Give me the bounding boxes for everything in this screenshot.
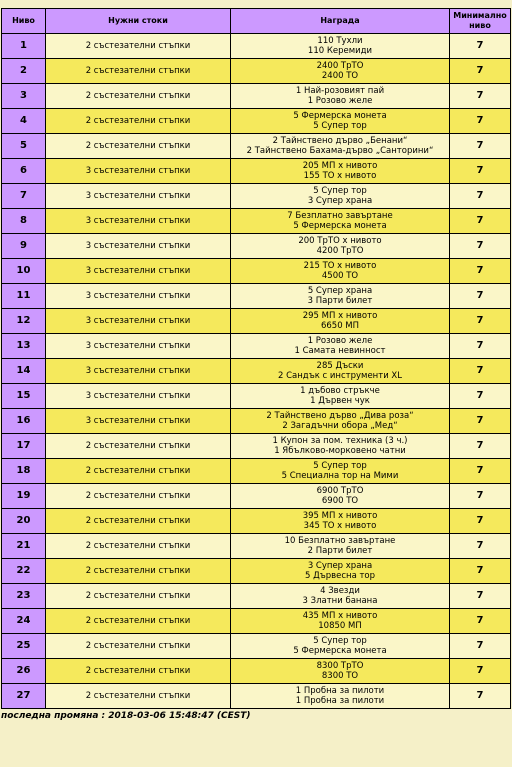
needed-goods-cell: 3 състезателни стъпки [45,358,230,383]
min-level-cell: 7 [449,158,511,183]
needed-goods-cell: 3 състезателни стъпки [45,233,230,258]
reward-line: 1 Най-розовият пай [295,86,385,96]
reward-line: 1 дъбово стръкче [300,386,380,396]
reward-line: 2400 ТО [321,71,359,81]
min-level-cell: 7 [449,233,511,258]
min-level-cell: 7 [449,608,511,633]
reward-line: 1 Пробна за пилоти [295,686,385,696]
reward-line: 215 ТО х нивото [303,261,377,271]
reward-line: 5 Супер тор [313,636,367,646]
reward-line: 4 Звезди [320,586,360,596]
table-row [1,508,511,533]
reward-line: 6650 МП [320,321,360,331]
min-level-cell: 7 [449,108,511,133]
needed-goods-cell: 2 състезателни стъпки [45,508,230,533]
level-cell: 19 [1,483,45,508]
level-cell: 27 [1,683,45,709]
table-row [1,558,511,583]
needed-goods-cell: 2 състезателни стъпки [45,483,230,508]
reward-cell [230,333,449,358]
reward-cell [230,358,449,383]
reward-line: 5 Супер тор [313,186,367,196]
needed-goods-cell: 2 състезателни стъпки [45,633,230,658]
needed-goods-cell: 2 състезателни стъпки [45,608,230,633]
reward-cell [230,33,449,58]
table-row [1,183,511,208]
level-cell: 21 [1,533,45,558]
reward-cell [230,408,449,433]
level-cell: 12 [1,308,45,333]
reward-line: 4200 ТрТО [316,246,364,256]
reward-line: 7 Безплатно завъртане [287,211,393,221]
reward-line: 3 Супер храна [307,196,373,206]
needed-goods-cell: 2 състезателни стъпки [45,83,230,108]
level-cell: 9 [1,233,45,258]
reward-line: 2400 ТрТО [316,61,364,71]
reward-line: 1 Купон за пом. техника (3 ч.) [272,436,408,446]
level-cell: 13 [1,333,45,358]
reward-line: 6900 ТО [321,496,359,506]
reward-line: 3 Супер храна [307,561,373,571]
level-cell: 1 [1,33,45,58]
table-row [1,408,511,433]
needed-goods-cell: 3 състезателни стъпки [45,183,230,208]
reward-line: 3 Парти билет [307,296,373,306]
level-cell: 17 [1,433,45,458]
needed-goods-cell: 2 състезателни стъпки [45,533,230,558]
reward-cell [230,633,449,658]
table-row [1,358,511,383]
table-row [1,483,511,508]
reward-line: 8300 ТО [321,671,359,681]
min-level-cell: 7 [449,483,511,508]
needed-goods-cell: 3 състезателни стъпки [45,308,230,333]
reward-cell [230,108,449,133]
min-level-cell: 7 [449,458,511,483]
needed-goods-cell: 2 състезателни стъпки [45,683,230,709]
header-min-level-line1: Минимално [453,11,507,20]
reward-line: 2 Тайнствено дърво „Дива роза“ [266,411,414,421]
level-cell: 6 [1,158,45,183]
needed-goods-cell: 3 състезателни стъпки [45,383,230,408]
min-level-cell: 7 [449,83,511,108]
needed-goods-cell: 3 състезателни стъпки [45,208,230,233]
level-cell: 26 [1,658,45,683]
reward-line: 2 Парти билет [307,546,373,556]
min-level-cell: 7 [449,408,511,433]
reward-cell [230,558,449,583]
last-modified: последна промяна : 2018-03-06 15:48:47 (CEST) [1,711,251,721]
level-cell: 15 [1,383,45,408]
table-row [1,383,511,408]
table-body [1,33,511,709]
table-row [1,83,511,108]
table-row [1,283,511,308]
reward-line: 2 Тайнствено дърво „Бенани“ [272,136,408,146]
reward-line: 1 Розово желе [307,336,373,346]
reward-cell [230,458,449,483]
level-cell: 14 [1,358,45,383]
header-min-level [449,8,511,33]
table-row [1,608,511,633]
reward-line: 205 МП х нивото [302,161,378,171]
table-row [1,158,511,183]
reward-line: 5 Супер храна [307,286,373,296]
min-level-cell: 7 [449,658,511,683]
reward-line: 435 МП х нивото [302,611,378,621]
reward-line: 295 МП х нивото [302,311,378,321]
level-cell: 2 [1,58,45,83]
table-row [1,583,511,608]
min-level-cell: 7 [449,308,511,333]
reward-line: 8300 ТрТО [316,661,364,671]
reward-cell [230,483,449,508]
reward-line: 5 Фермерска монета [293,646,387,656]
min-level-cell: 7 [449,58,511,83]
needed-goods-cell: 3 състезателни стъпки [45,158,230,183]
needed-goods-cell: 3 състезателни стъпки [45,333,230,358]
reward-line: 1 Пробна за пилоти [295,696,385,706]
table-row [1,33,511,58]
table-row [1,633,511,658]
reward-line: 6900 ТрТО [316,486,364,496]
min-level-cell: 7 [449,433,511,458]
reward-line: 2 Сандък с инструменти XL [278,371,402,381]
reward-cell [230,158,449,183]
reward-line: 5 Дървесна тор [304,571,376,581]
min-level-cell: 7 [449,383,511,408]
reward-cell [230,58,449,83]
reward-cell [230,258,449,283]
table-row [1,433,511,458]
rewards-table [1,8,511,709]
min-level-cell: 7 [449,533,511,558]
level-cell: 8 [1,208,45,233]
needed-goods-cell: 2 състезателни стъпки [45,458,230,483]
needed-goods-cell: 3 състезателни стъпки [45,258,230,283]
table-row [1,208,511,233]
reward-cell [230,383,449,408]
reward-line: 200 ТрТО х нивото [298,236,382,246]
level-cell: 4 [1,108,45,133]
header-min-level-line2: ниво [469,21,491,30]
needed-goods-cell: 2 състезателни стъпки [45,58,230,83]
level-cell: 7 [1,183,45,208]
reward-line: 1 Самата невинност [294,346,386,356]
needed-goods-cell: 3 състезателни стъпки [45,408,230,433]
reward-line: 1 Розово желе [307,96,373,106]
level-cell: 18 [1,458,45,483]
reward-line: 1 Дървен чук [310,396,370,406]
reward-line: 10850 МП [318,621,362,631]
reward-line: 2 Загадъчни обора „Мед“ [282,421,398,431]
needed-goods-cell: 2 състезателни стъпки [45,583,230,608]
min-level-cell: 7 [449,508,511,533]
min-level-cell: 7 [449,283,511,308]
reward-line: 5 Супер тор [313,461,367,471]
level-cell: 5 [1,133,45,158]
reward-line: 110 Керемиди [307,46,373,56]
reward-cell [230,583,449,608]
needed-goods-cell: 2 състезателни стъпки [45,133,230,158]
reward-cell [230,183,449,208]
table-row [1,133,511,158]
needed-goods-cell: 2 състезателни стъпки [45,33,230,58]
reward-cell [230,508,449,533]
min-level-cell: 7 [449,258,511,283]
reward-cell [230,83,449,108]
min-level-cell: 7 [449,358,511,383]
level-cell: 10 [1,258,45,283]
min-level-cell: 7 [449,558,511,583]
table-header-row [1,8,511,33]
reward-line: 155 ТО х нивото [303,171,377,181]
reward-cell [230,608,449,633]
level-cell: 22 [1,558,45,583]
reward-line: 2 Тайнствено Бахама-дърво „Санторини“ [246,146,434,156]
reward-line: 5 Фермерска монета [293,111,387,121]
table-row [1,333,511,358]
reward-cell [230,233,449,258]
table-row [1,108,511,133]
table-row [1,658,511,683]
min-level-cell: 7 [449,583,511,608]
table-row [1,533,511,558]
reward-line: 3 Златни банана [302,596,378,606]
table-row [1,233,511,258]
reward-line: 395 МП х нивото [302,511,378,521]
min-level-cell: 7 [449,133,511,158]
reward-cell [230,658,449,683]
reward-cell [230,308,449,333]
reward-cell [230,133,449,158]
reward-line: 285 Дъски [316,361,364,371]
min-level-cell: 7 [449,683,511,709]
reward-cell [230,533,449,558]
min-level-cell: 7 [449,633,511,658]
level-cell: 23 [1,583,45,608]
min-level-cell: 7 [449,183,511,208]
level-cell: 25 [1,633,45,658]
reward-line: 110 Тухли [317,36,363,46]
reward-line: 4500 ТО [321,271,359,281]
reward-line: 1 Ябълково-морковено чатни [274,446,406,456]
level-cell: 24 [1,608,45,633]
table-row [1,458,511,483]
header-reward: Награда [230,8,449,33]
min-level-cell: 7 [449,33,511,58]
header-level: Ниво [1,8,45,33]
level-cell: 16 [1,408,45,433]
table-row [1,258,511,283]
table-row [1,58,511,83]
reward-line: 10 Безплатно завъртане [284,536,396,546]
reward-cell [230,283,449,308]
needed-goods-cell: 3 състезателни стъпки [45,283,230,308]
reward-cell [230,433,449,458]
reward-line: 345 ТО х нивото [303,521,377,531]
min-level-cell: 7 [449,333,511,358]
min-level-cell: 7 [449,208,511,233]
reward-cell [230,683,449,709]
table-row [1,308,511,333]
header-needed-goods: Нужни стоки [45,8,230,33]
reward-line: 5 Фермерска монета [293,221,387,231]
reward-cell [230,208,449,233]
needed-goods-cell: 2 състезателни стъпки [45,108,230,133]
reward-line: 5 Супер тор [313,121,367,131]
table-row [1,683,511,709]
level-cell: 11 [1,283,45,308]
needed-goods-cell: 2 състезателни стъпки [45,658,230,683]
level-cell: 3 [1,83,45,108]
level-cell: 20 [1,508,45,533]
needed-goods-cell: 2 състезателни стъпки [45,433,230,458]
needed-goods-cell: 2 състезателни стъпки [45,558,230,583]
reward-line: 5 Специална тор на Мими [281,471,399,481]
